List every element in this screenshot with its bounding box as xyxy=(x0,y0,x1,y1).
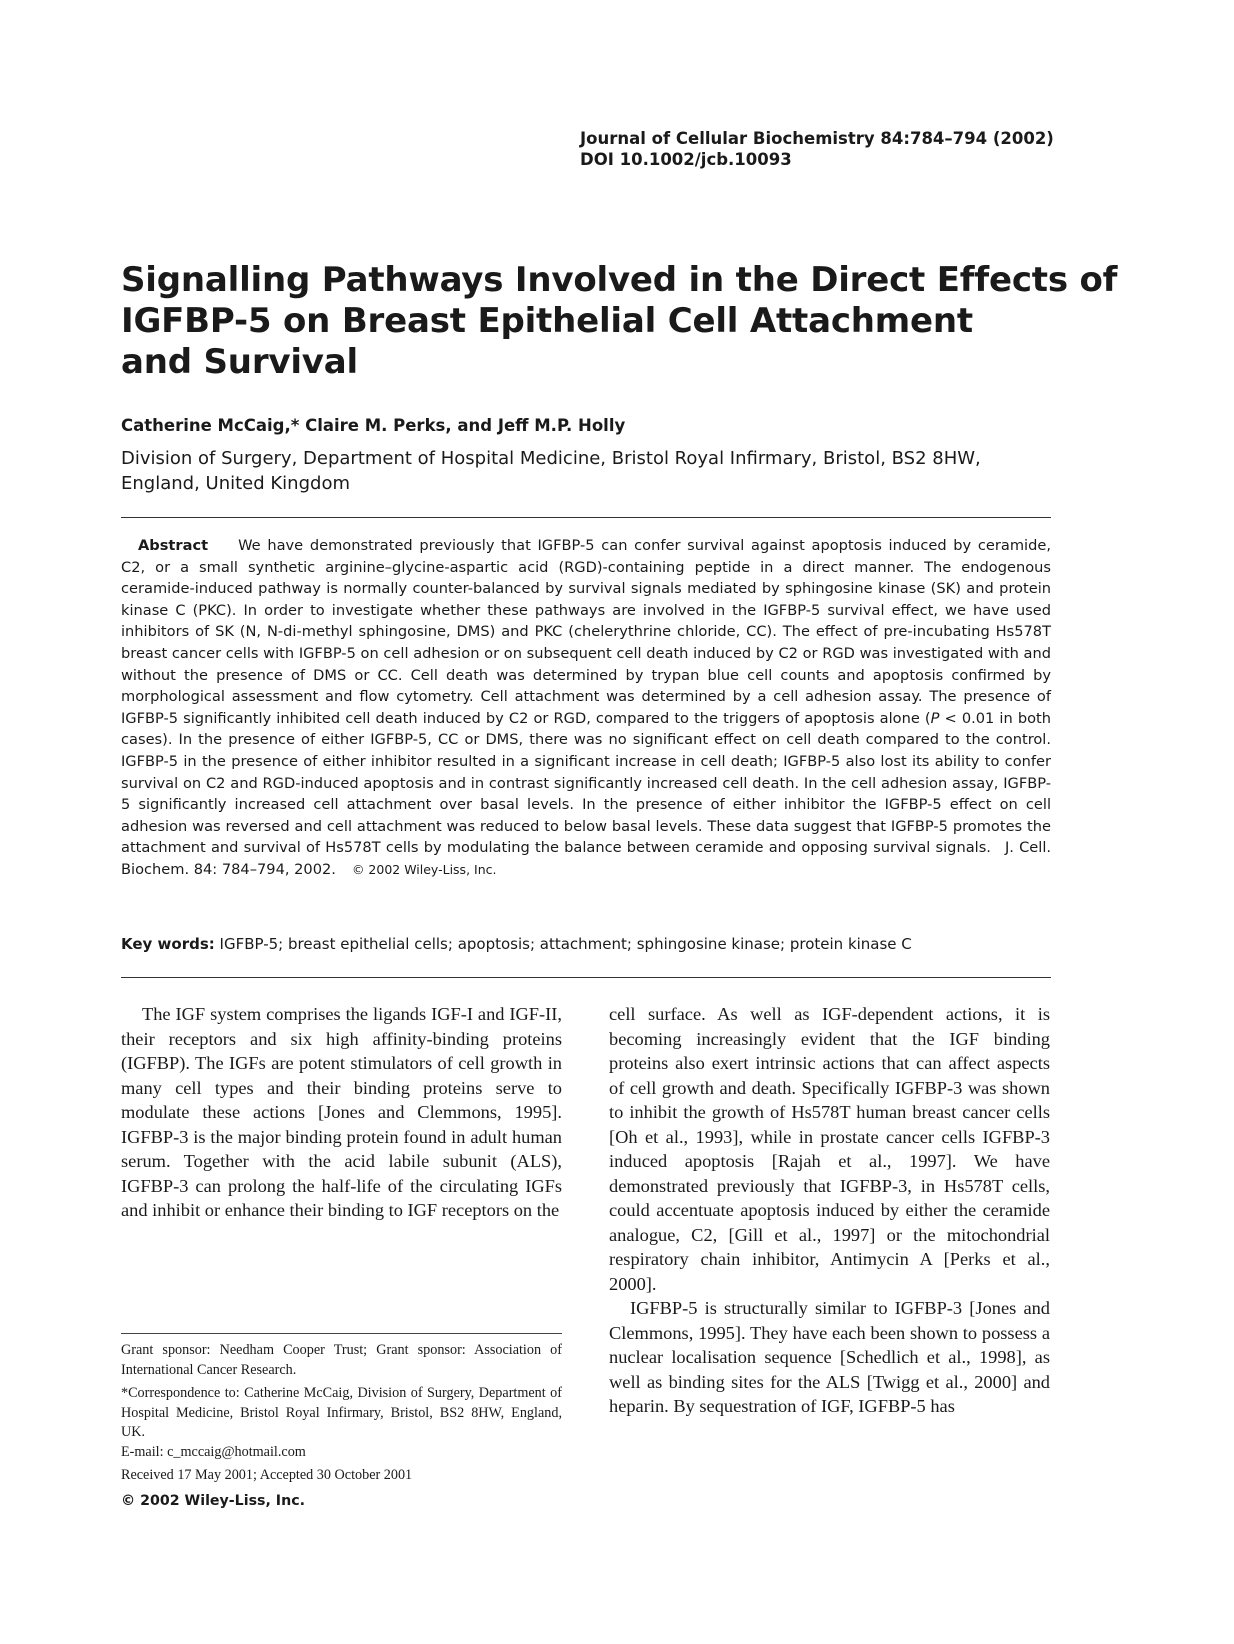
keywords-text: IGFBP-5; breast epithelial cells; apoptosis; attachment; sphingosine kinase; protein kinase C xyxy=(219,935,912,953)
footnote-divider xyxy=(121,1333,562,1334)
abstract-text-part1: We have demonstrated previously that IGFBP-5 can confer survival against apoptosis induced by ceramide, C2, or a small synthetic arginine–glycine-aspartic acid (RGD)-containing peptide in a direct manner. The endogenous ceramide-induced pathway is normally counter-balanced by survival signals mediated by sphingosine kinase (SK) and protein kinase C (PKC). In order to investigate whether these pathways are involved in the IGFBP-5 survival effect, we have used inhibitors of SK (N, N-di-methyl sphingosine, DMS) and PKC (chelerythrine chloride, CC). The effect of pre-incubating Hs578T breast cancer cells with IGFBP-5 on cell adhesion or on subsequent cell death induced by C2 or RGD was investigated with and without the presence of DMS or CC. Cell death was determined by trypan blue cell counts and apoptosis confirmed by morphological assessment and flow cytometry. Cell attachment was determined by a cell adhesion assay. The presence of IGFBP-5 significantly inhibited cell death induced by C2 or RGD, compared to the triggers of apoptosis alone ( xyxy=(121,537,1051,727)
article-title xyxy=(121,260,1118,383)
footnote-copyright: © 2002 Wiley-Liss, Inc. xyxy=(121,1492,305,1509)
divider-bottom xyxy=(121,977,1051,978)
body-column-right xyxy=(609,1002,1050,1419)
body-paragraph: cell surface. As well as IGF-dependent actions, it is becoming increasingly evident that the IGF binding proteins also exert intrinsic actions that can affect aspects of cell growth and death. Specifically IGFBP-3 was shown to inhibit the growth of Hs578T human breast cancer cells [Oh et al., 1993], while in prostate cancer cells IGFBP-3 induced apoptosis [Rajah et al., 1997]. We have demonstrated previously that IGFBP-3, in Hs578T cells, could accentuate apoptosis induced by either the ceramide analogue, C2, [Gill et al., 1997] or the mitochondrial respiratory chain inhibitor, Antimycin A [Perks et al., 2000]. xyxy=(609,1004,1050,1294)
affiliation: Division of Surgery, Department of Hospital Medicine, Bristol Royal Infirmary, Bristol, BS2 8HW, England, United Kingdom xyxy=(121,448,981,494)
correspondence-footnote xyxy=(121,1384,562,1462)
abstract-text-part2: < 0.01 in both cases). In the presence of either IGFBP-5, CC or DMS, there was no significant effect on cell death compared to the control. IGFBP-5 in the presence of either inhibitor resulted in a significant increase in cell death; IGFBP-5 also lost its ability to confer survival on C2 and RGD-induced apoptosis and in contrast significantly increased cell death. In the cell adhesion assay, IGFBP-5 significantly increased cell attachment over basal levels. In the presence of either inhibitor the IGFBP-5 effect on cell adhesion was reversed and cell attachment was reduced to below basal levels. These data suggest that IGFBP-5 promotes the attachment and survival of Hs578T cells by modulating the balance between ceramide and opposing survival signals. xyxy=(121,709,1051,857)
abstract xyxy=(121,535,1051,881)
grant-footnote: Grant sponsor: Needham Cooper Trust; Grant sponsor: Association of International Cancer Research. xyxy=(121,1342,562,1378)
author-list: Catherine McCaig,* Claire M. Perks, and Jeff M.P. Holly xyxy=(121,416,626,435)
journal-citation: Journal of Cellular Biochemistry 84:784–794 (2002) xyxy=(580,129,1054,148)
title-line-1: Signalling Pathways Involved in the Direct Effects of xyxy=(121,260,1118,300)
body-column-left xyxy=(121,1002,562,1223)
keywords-label: Key words: xyxy=(121,935,215,953)
abstract-citation: J. Cell. Biochem. 84: 784–794, 2002. xyxy=(121,839,1052,878)
footnotes xyxy=(121,1341,562,1515)
body-paragraph: IGFBP-5 is structurally similar to IGFBP-3 [Jones and Clemmons, 1995]. They have each been shown to possess a nuclear localisation sequence [Schedlich et al., 1998], as well as binding sites for the ALS [Twigg et al., 2000] and heparin. By sequestration of IGF, IGFBP-5 has xyxy=(609,1298,1050,1416)
journal-header xyxy=(580,128,1054,170)
doi: DOI 10.1002/jcb.10093 xyxy=(580,150,792,169)
title-line-2: IGFBP-5 on Breast Epithelial Cell Attachment xyxy=(121,301,973,341)
abstract-copyright: © 2002 Wiley-Liss, Inc. xyxy=(351,861,497,877)
correspondence-email: E-mail: c_mccaig@hotmail.com xyxy=(121,1443,306,1460)
correspondence-text: *Correspondence to: Catherine McCaig, Division of Surgery, Department of Hospital Medicine, Bristol Royal Infirmary, Bristol, BS2 8HW, England, UK. xyxy=(121,1385,562,1440)
p-value-symbol: P xyxy=(930,709,940,727)
received-dates: Received 17 May 2001; Accepted 30 October 2001 xyxy=(121,1467,413,1483)
body-paragraph: The IGF system comprises the ligands IGF-I and IGF-II, their receptors and six high affinity-binding proteins (IGFBP). The IGFs are potent stimulators of cell growth in many cell types and their binding proteins serve to modulate these actions [Jones and Clemmons, 1995]. IGFBP-3 is the major binding protein found in adult human serum. Together with the acid labile subunit (ALS), IGFBP-3 can prolong the half-life of the circulating IGFs and inhibit or enhance their binding to IGF receptors on the xyxy=(121,1004,562,1220)
title-line-3: and Survival xyxy=(121,342,358,382)
abstract-label: Abstract xyxy=(138,537,209,554)
keywords xyxy=(121,935,912,953)
divider-top xyxy=(121,517,1051,518)
